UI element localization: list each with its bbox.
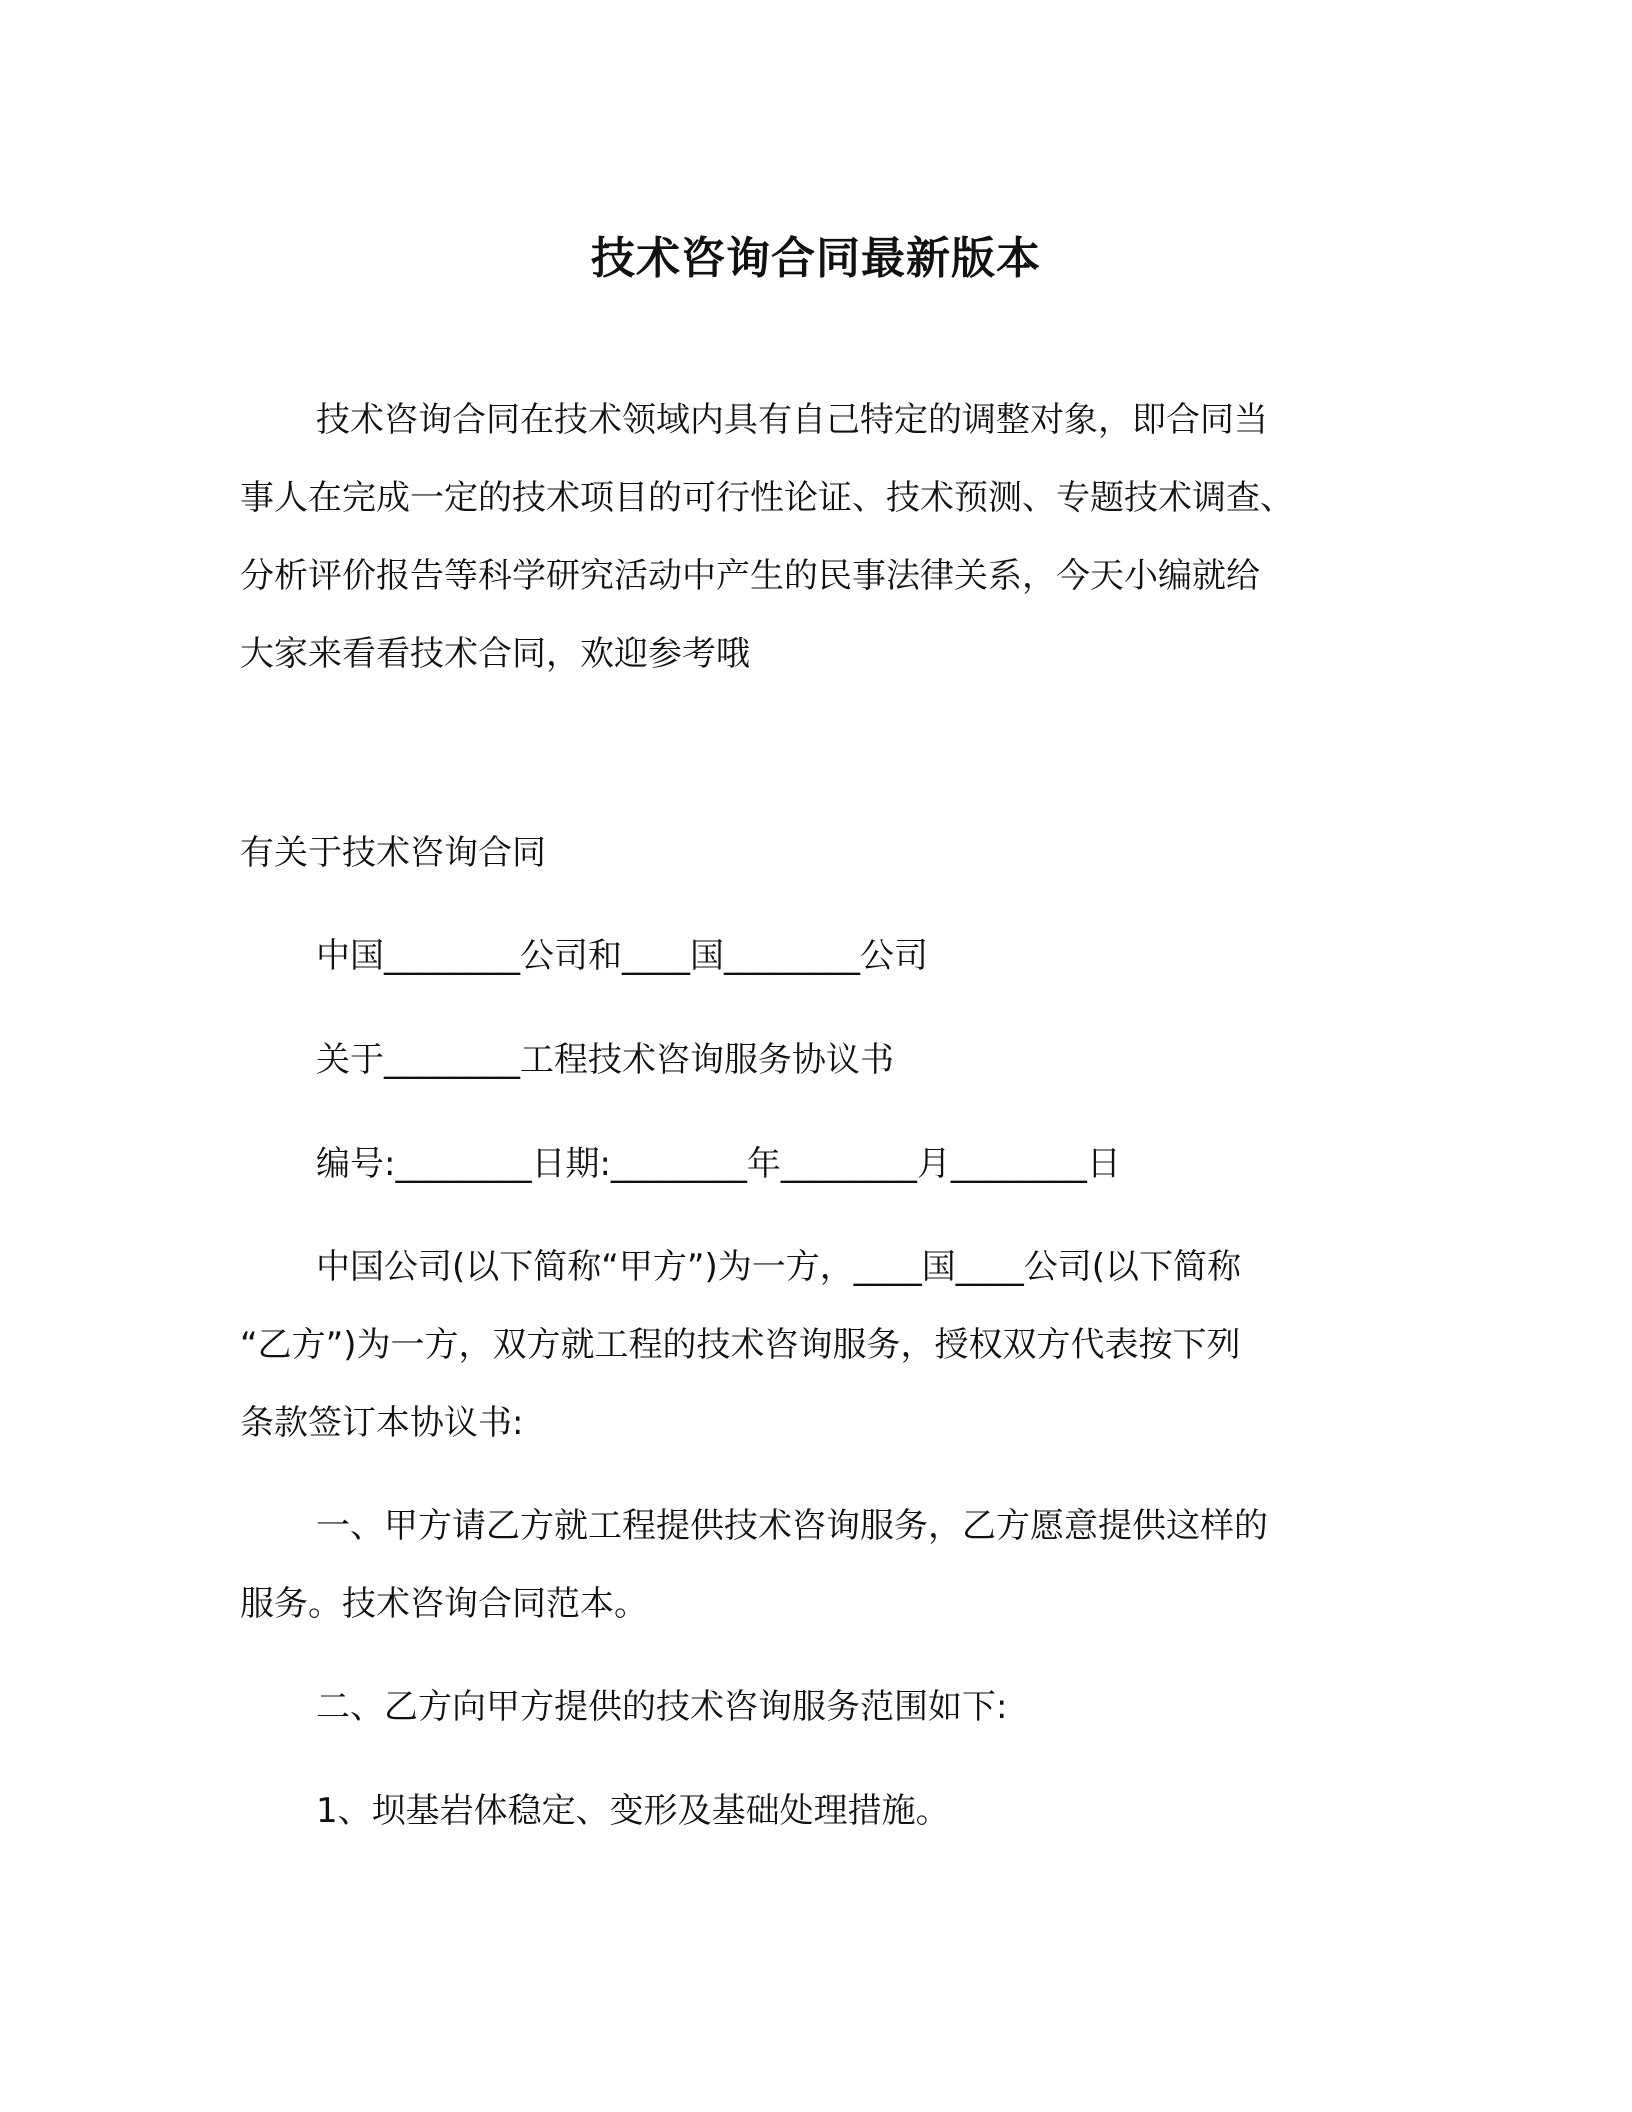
preamble-line-2: “乙方”)为一方，双方就工程的技术咨询服务，授权双方代表按下列 [240, 1325, 1241, 1365]
document-title: 技术咨询合同最新版本 [591, 233, 1041, 284]
intro-line-3: 分析评价报告等科学研究活动中产生的民事法律关系，今天小编就给 [240, 556, 1260, 596]
preamble-line-1: 中国公司(以下简称“甲方”)为一方，____国____公司(以下简称 [316, 1247, 1242, 1287]
list-item-1: 1、坝基岩体稳定、变形及基础处理措施。 [316, 1791, 950, 1831]
clause-2: 二、乙方向甲方提供的技术咨询服务范围如下: [316, 1687, 1008, 1727]
intro-line-1: 技术咨询合同在技术领域内具有自己特定的调整对象，即合同当 [316, 400, 1268, 440]
intro-line-2: 事人在完成一定的技术项目的可行性论证、技术预测、专题技术调查、 [240, 478, 1294, 518]
number-date-line: 编号:________日期:________年________月________日 [316, 1144, 1121, 1184]
clause-1-line-1: 一、甲方请乙方就工程提供技术咨询服务，乙方愿意提供这样的 [316, 1506, 1268, 1546]
section-heading: 有关于技术咨询合同 [240, 833, 546, 873]
clause-1-line-2: 服务。技术咨询合同范本。 [240, 1584, 648, 1624]
preamble-line-3: 条款签订本协议书: [240, 1403, 524, 1443]
parties-line: 中国________公司和____国________公司 [316, 936, 928, 976]
intro-line-4: 大家来看看技术合同，欢迎参考哦 [240, 634, 750, 674]
agreement-title-line: 关于________工程技术咨询服务协议书 [316, 1040, 894, 1080]
